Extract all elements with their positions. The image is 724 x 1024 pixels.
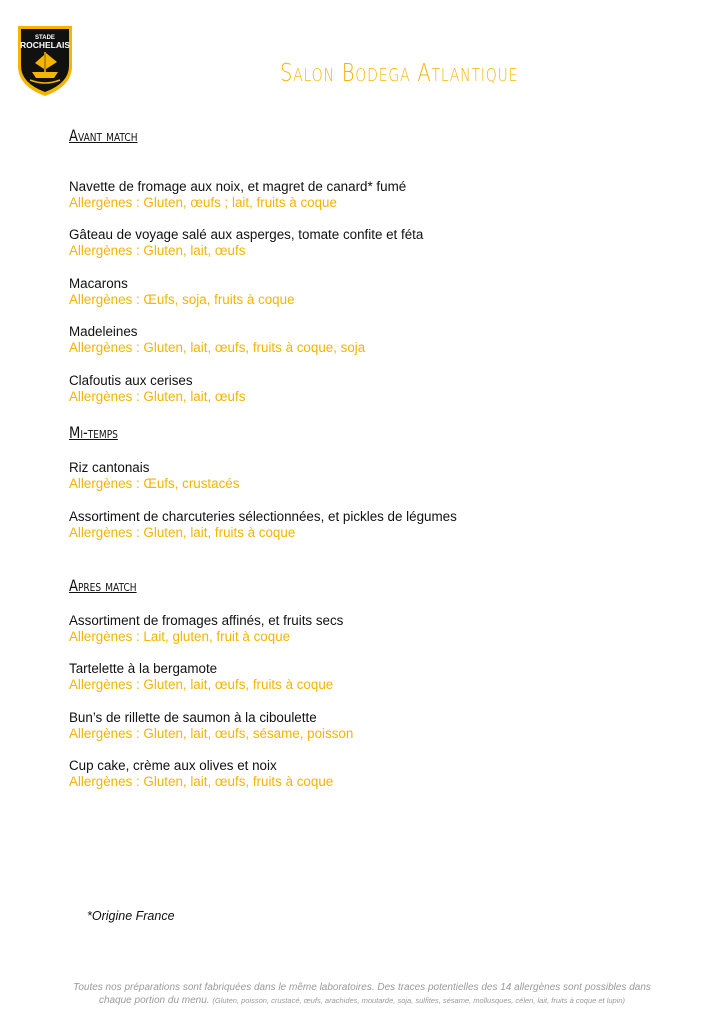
menu-item (69, 373, 245, 405)
footer-allergen-list: (Gluten, poisson, crustacé, œufs, arachides, moutarde, soja, sulfites, sésame, mollusques, céleri, lait, fruits à coque et lupin) (212, 996, 626, 1005)
menu-item (69, 276, 295, 308)
section-title-avant-match: Avant match (69, 126, 138, 145)
menu-item-name: Navette de fromage aux noix, et magret de canard* fumé (69, 179, 407, 194)
menu-item-name: Assortiment de fromages affinés, et fruits secs (69, 613, 344, 628)
menu-item (69, 710, 353, 742)
menu-item-allergens: Allergènes : Gluten, lait, fruits à coque (69, 525, 296, 540)
menu-item-name: Riz cantonais (69, 460, 150, 475)
menu-item (69, 613, 343, 645)
menu-item-allergens: Allergènes : Gluten, lait, œufs, fruits à coque (69, 677, 334, 692)
menu-item (69, 179, 406, 211)
menu-item-allergens: Allergènes : Gluten, lait, œufs, sésame, poisson (69, 726, 354, 741)
menu-item-allergens: Allergènes : Gluten, œufs ; lait, fruits à coque (69, 195, 337, 210)
menu-item-name: Tartelette à la bergamote (69, 661, 218, 676)
menu-item-allergens: Allergènes : Lait, gluten, fruit à coque (69, 629, 291, 644)
menu-item (69, 661, 333, 693)
menu-item-allergens: Allergènes : Gluten, lait, œufs, fruits à coque, soja (69, 340, 366, 355)
section-title-apres-match: Apres match (69, 576, 137, 595)
menu-item (69, 227, 423, 259)
allergen-footer (40, 981, 684, 1007)
menu-item-name: Assortiment de charcuteries sélectionnées, et pickles de légumes (69, 509, 457, 524)
menu-item-allergens: Allergènes : Gluten, lait, œufs, fruits à coque (69, 774, 334, 789)
page-title: Salon Bodega Atlantique (280, 58, 519, 87)
menu-item-name: Bun’s de rillette de saumon à la ciboulette (69, 710, 317, 725)
menu-item (69, 758, 333, 790)
logo-text-rochelais: ROCHELAIS (19, 40, 71, 50)
footer-line-2-text: chaque portion du menu. (98, 995, 210, 1006)
menu-item-name: Madeleines (69, 324, 138, 339)
menu-item-name: Clafoutis aux cerises (69, 373, 193, 388)
section-title-mi-temps: Mi-temps (69, 423, 118, 442)
menu-item-name: Gâteau de voyage salé aux asperges, tomate confite et féta (69, 227, 424, 242)
menu-item-allergens: Allergènes : Œufs, soja, fruits à coque (69, 292, 295, 307)
menu-item (69, 509, 457, 541)
footer-line-1: Toutes nos préparations sont fabriquées dans le même laboratoires. Des traces potentielles des 14 allergènes sont possibles dans (73, 982, 651, 993)
menu-item (69, 460, 239, 492)
menu-item-name: Cup cake, crème aux olives et noix (69, 758, 277, 773)
logo-text-stade: STADE (35, 35, 55, 41)
menu-item-allergens: Allergènes : Œufs, crustacés (69, 476, 240, 491)
stade-rochelais-logo (12, 22, 78, 98)
footer-line-2 (40, 994, 684, 1007)
menu-item-allergens: Allergènes : Gluten, lait, œufs (69, 389, 246, 404)
origin-note: *Origine France (87, 909, 175, 923)
menu-item-allergens: Allergènes : Gluten, lait, œufs (69, 243, 246, 258)
menu-item (69, 324, 365, 356)
menu-item-name: Macarons (69, 276, 128, 291)
